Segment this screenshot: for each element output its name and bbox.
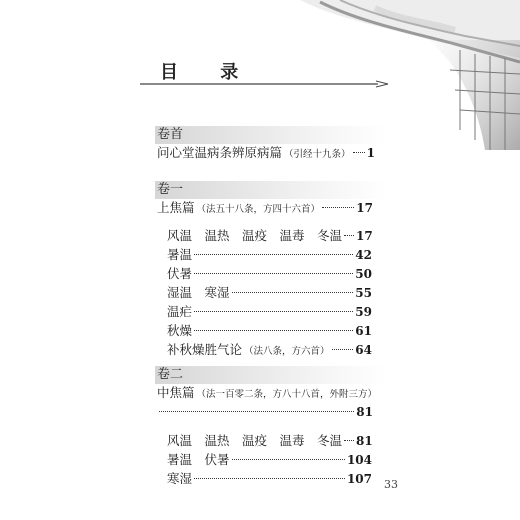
subentry-label: 补秋燥胜气论 — [167, 342, 243, 357]
toc-entry[interactable] — [157, 199, 373, 219]
folio-number: 33 — [384, 478, 398, 491]
toc-subentry[interactable] — [167, 470, 372, 488]
entry-note: （法五十八条，方四十六首） — [196, 204, 321, 215]
page-number: 104 — [346, 453, 372, 467]
entry-label: 中焦篇 — [157, 385, 195, 400]
toc-subentry[interactable] — [167, 432, 372, 450]
toc-subentry[interactable] — [167, 322, 372, 340]
page-number: 59 — [355, 305, 372, 319]
title-rule — [140, 80, 390, 90]
dot-leader — [232, 459, 345, 460]
toc-subentry[interactable] — [167, 303, 372, 321]
entry-note: （法一百零二条，方八十八首，外附三方） — [196, 389, 378, 400]
page-number: 17 — [356, 229, 373, 243]
entry-label: 问心堂温病条辨原病篇 — [157, 145, 283, 160]
page-number: 17 — [356, 201, 373, 215]
subentry-label: 暑温 — [167, 247, 193, 262]
page-number: 1 — [366, 146, 375, 160]
dot-leader — [194, 311, 353, 312]
toc-entry[interactable] — [157, 144, 375, 164]
dot-leader — [344, 440, 354, 441]
subentry-label: 风温 温热 温疫 温毒 冬温 — [167, 228, 343, 243]
toc-entry[interactable] — [157, 384, 377, 404]
subentry-label: 寒湿 — [167, 471, 193, 486]
subentry-label: 风温 温热 温疫 温毒 冬温 — [167, 433, 343, 448]
volume-heading: 卷首 — [155, 126, 387, 144]
page-number: 42 — [355, 248, 372, 262]
entry-label: 上焦篇 — [157, 200, 195, 215]
page-number: 50 — [355, 267, 372, 281]
toc-subentry[interactable] — [167, 451, 372, 469]
subentry-label: 秋燥 — [167, 323, 193, 338]
subentry-label: 暑温 伏暑 — [167, 452, 230, 467]
page-number: 64 — [355, 343, 372, 357]
volume-heading: 卷二 — [155, 366, 387, 384]
toc-subentry[interactable] — [167, 265, 372, 283]
dot-leader — [344, 235, 354, 236]
toc-subentry[interactable] — [167, 284, 372, 302]
dot-leader — [194, 478, 345, 479]
dot-leader — [194, 330, 353, 331]
page-number: 81 — [356, 434, 373, 448]
subentry-label: 温疟 — [167, 304, 193, 319]
dot-leader — [194, 273, 353, 274]
toc-subentry[interactable] — [167, 246, 372, 264]
page-number: 55 — [355, 286, 372, 300]
subentry-label: 湿温 寒湿 — [167, 285, 230, 300]
entry-note: （引经十九条） — [284, 149, 351, 160]
dot-leader — [194, 254, 353, 255]
dot-leader — [232, 292, 354, 293]
subentry-label: 伏暑 — [167, 266, 193, 281]
volume-heading: 卷一 — [155, 181, 387, 199]
dot-leader — [322, 207, 354, 208]
toc-subentry[interactable] — [167, 227, 372, 245]
toc-subentry[interactable] — [167, 341, 372, 361]
dot-leader — [332, 349, 354, 350]
page-number: 81 — [356, 405, 373, 419]
page-number: 61 — [355, 324, 372, 338]
dot-leader — [353, 152, 365, 153]
dot-leader — [159, 411, 354, 412]
page-number: 107 — [346, 472, 372, 486]
subentry-note: （法八条，方六首） — [244, 346, 330, 357]
toc-entry-continuation[interactable] — [157, 403, 373, 421]
page-title: 目 录 — [160, 62, 257, 83]
